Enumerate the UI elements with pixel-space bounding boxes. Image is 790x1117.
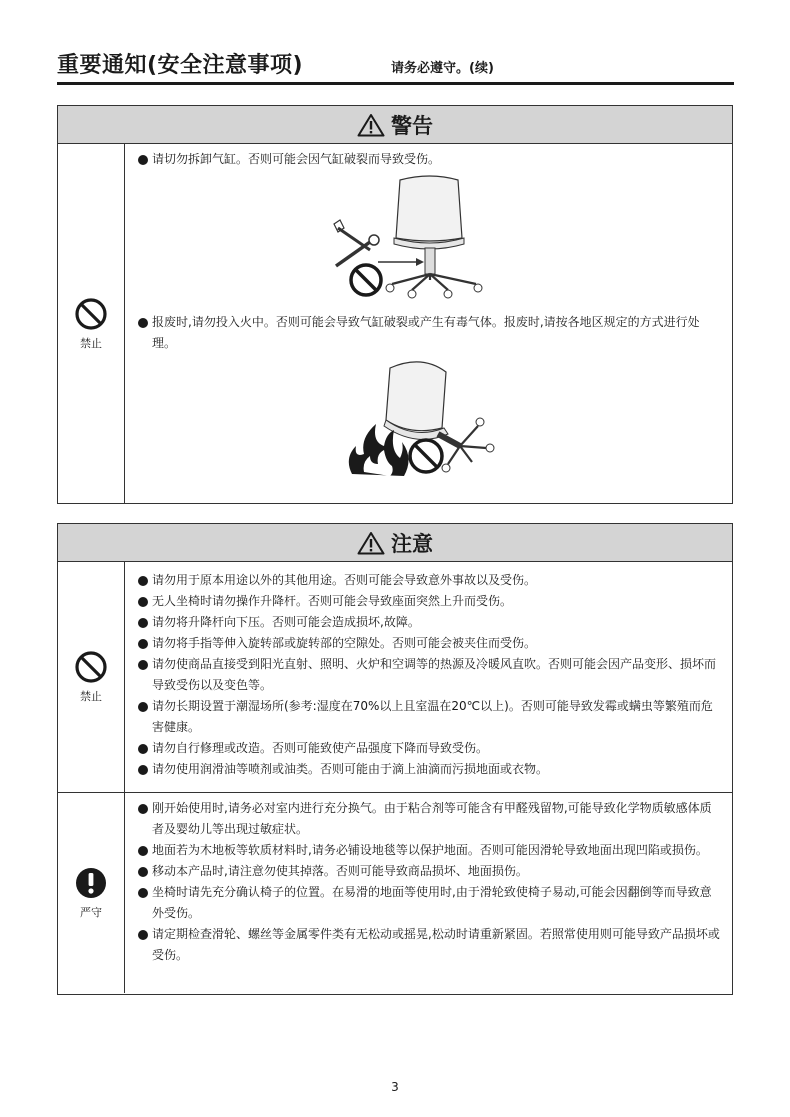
illustration-fire (138, 354, 722, 484)
list-item (138, 882, 722, 924)
warning-heading-bar (58, 106, 732, 144)
list-item (138, 798, 722, 840)
warning-section (57, 105, 733, 504)
bullet (138, 702, 148, 712)
row-body (125, 793, 732, 993)
item-text: 请勿使用润滑油等喷剂或油类。否则可能由于滴上油滴而污损地面或衣物。 (152, 762, 549, 776)
list-item (138, 612, 722, 633)
page-title: 重要通知(安全注意事项) (57, 53, 304, 78)
page-header (57, 46, 734, 84)
bullet (138, 618, 148, 628)
row-label (58, 793, 125, 993)
list-item (138, 759, 722, 780)
exclamation-icon (74, 866, 108, 900)
item-text: 坐椅时请先充分确认椅子的位置。在易滑的地面等使用时,由于滑轮致使椅子易动,可能会因翻倒等而导致意外受伤。 (152, 885, 712, 920)
bullet (138, 597, 148, 607)
bullet (138, 155, 148, 165)
row-label (58, 562, 125, 792)
list-item (138, 924, 722, 966)
list-item (138, 738, 722, 759)
item-text: 地面若为木地板等软质材料时,请务必铺设地毯等以保护地面。否则可能因滑轮导致地面出现凹陷或损伤。 (152, 843, 708, 857)
chair-disassembly-illustration (330, 170, 530, 306)
page-number: 3 (391, 1080, 399, 1094)
item-text: 请勿用于原本用途以外的其他用途。否则可能会导致意外事故以及受伤。 (152, 573, 537, 587)
item-text: 报废时,请勿投入火中。否则可能会导致气缸破裂或产生有毒气体。报废时,请按各地区规定的方式进行处理。 (152, 315, 700, 350)
bullet (138, 660, 148, 670)
item-text: 请勿长期设置于潮湿场所(参考:湿度在70%以上且室温在20℃以上)。否则可能导致发霉或螨虫等繁殖而危害健康。 (152, 699, 713, 734)
item-text: 请勿自行修理或改造。否则可能致使产品强度下降而导致受伤。 (152, 741, 489, 755)
list-item (138, 654, 722, 696)
row-label-text: 禁止 (80, 337, 102, 350)
list-item (138, 840, 722, 861)
bullet (138, 639, 148, 649)
list-item (138, 633, 722, 654)
list-item (138, 312, 722, 354)
row-body (125, 144, 732, 504)
item-text: 请切勿拆卸气缸。否则可能会因气缸破裂而导致受伤。 (152, 152, 441, 166)
item-text: 请勿将升降杆向下压。否则可能会造成损坏,故障。 (152, 615, 420, 629)
header-rule (57, 82, 734, 85)
bullet (138, 930, 148, 940)
item-text: 移动本产品时,请注意勿使其掉落。否则可能导致商品损坏、地面损伤。 (152, 864, 528, 878)
illustration-disassembly (138, 170, 722, 310)
row-label-text: 严守 (80, 906, 102, 919)
item-text: 请定期检查滑轮、螺丝等金属零件类有无松动或摇晃,松动时请重新紧固。若照常使用则可能导致产品损坏或受伤。 (152, 927, 720, 962)
bullet (138, 765, 148, 775)
row-label (58, 144, 125, 504)
row-label-text: 禁止 (80, 690, 102, 703)
list-item (138, 570, 722, 591)
caution-heading-bar (58, 524, 732, 562)
caution-row-prohibited (58, 562, 732, 792)
prohibited-icon (74, 650, 108, 684)
item-text: 刚开始使用时,请务必对室内进行充分换气。由于粘合剂等可能含有甲醛残留物,可能导致化学物质敏感体质者及婴幼儿等出现过敏症状。 (152, 801, 712, 836)
item-text: 无人坐椅时请勿操作升降杆。否则可能会导致座面突然上升而受伤。 (152, 594, 513, 608)
warning-triangle-icon (357, 113, 385, 137)
chair-fire-illustration (330, 354, 530, 482)
bullet (138, 318, 148, 328)
caution-row-mandatory (58, 792, 732, 993)
list-item (138, 861, 722, 882)
caution-section (57, 523, 733, 995)
caution-heading: 注意 (391, 531, 433, 556)
bullet (138, 804, 148, 814)
warning-row-prohibited (58, 144, 732, 504)
list-item (138, 696, 722, 738)
bullet (138, 576, 148, 586)
bullet (138, 846, 148, 856)
list-item (138, 591, 722, 612)
bullet (138, 888, 148, 898)
row-body (125, 562, 732, 792)
list-item (138, 149, 722, 170)
page-subtitle: 请务必遵守。(续) (391, 61, 494, 76)
item-text: 请勿使商品直接受到阳光直射、照明、火炉和空调等的热源及冷暖风直吹。否则可能会因产品变形、损坏而导致受伤以及变色等。 (152, 657, 717, 692)
bullet (138, 867, 148, 877)
warning-heading: 警告 (391, 113, 433, 138)
prohibited-icon (74, 297, 108, 331)
item-text: 请勿将手指等伸入旋转部或旋转部的空隙处。否则可能会被夹住而受伤。 (152, 636, 537, 650)
bullet (138, 744, 148, 754)
warning-triangle-icon (357, 531, 385, 555)
